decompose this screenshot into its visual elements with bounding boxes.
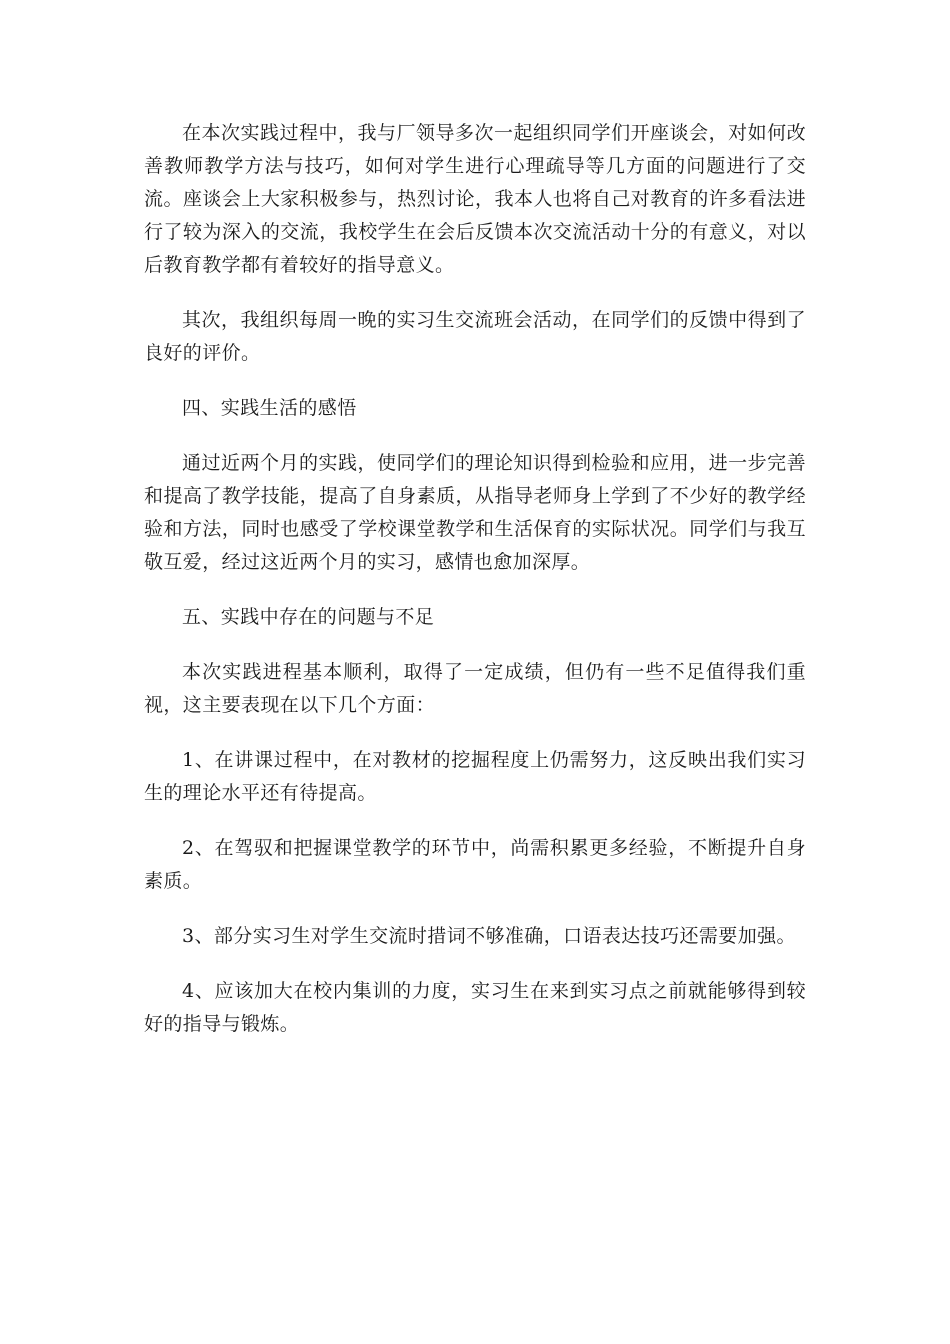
paragraph-weekly-meeting: 其次，我组织每周一晚的实习生交流班会活动，在同学们的反馈中得到了良好的评价。 <box>144 309 806 364</box>
list-item-problem-3: 3、部分实习生对学生交流时措词不够准确，口语表达技巧还需要加强。 <box>182 925 796 947</box>
document-body <box>144 117 806 1063</box>
list-item-problem-1: 1、在讲课过程中，在对教材的挖掘程度上仍需努力，这反映出我们实习生的理论水平还有待提高。 <box>144 749 806 804</box>
paragraph-symposium: 在本次实践过程中，我与厂领导多次一起组织同学们开座谈会，对如何改善教师教学方法与技巧，如何对学生进行心理疏导等几方面的问题进行了交流。座谈会上大家积极参与，热烈讨论，我本人也将自己对教育的许多看法进行了较为深入的交流，我校学生在会后反馈本次交流活动十分的有意义，对以后教育教学都有着较好的指导意义。 <box>144 122 806 276</box>
list-item-problem-2: 2、在驾驭和把握课堂教学的环节中，尚需积累更多经验，不断提升自身素质。 <box>144 837 806 892</box>
section-heading-problems: 五、实践中存在的问题与不足 <box>182 606 435 628</box>
section-heading-reflections: 四、实践生活的感悟 <box>182 397 357 419</box>
paragraph-problems-intro: 本次实践进程基本顺利，取得了一定成绩，但仍有一些不足值得我们重视，这主要表现在以下几个方面： <box>144 661 806 716</box>
paragraph-reflections: 通过近两个月的实践，使同学们的理论知识得到检验和应用，进一步完善和提高了教学技能，提高了自身素质，从指导老师身上学到了不少好的教学经验和方法，同时也感受了学校课堂教学和生活保育的实际状况。同学们与我互敬互爱，经过这近两个月的实习，感情也愈加深厚。 <box>144 452 806 573</box>
list-item-problem-4: 4、应该加大在校内集训的力度，实习生在来到实习点之前就能够得到较好的指导与锻炼。 <box>144 980 806 1035</box>
